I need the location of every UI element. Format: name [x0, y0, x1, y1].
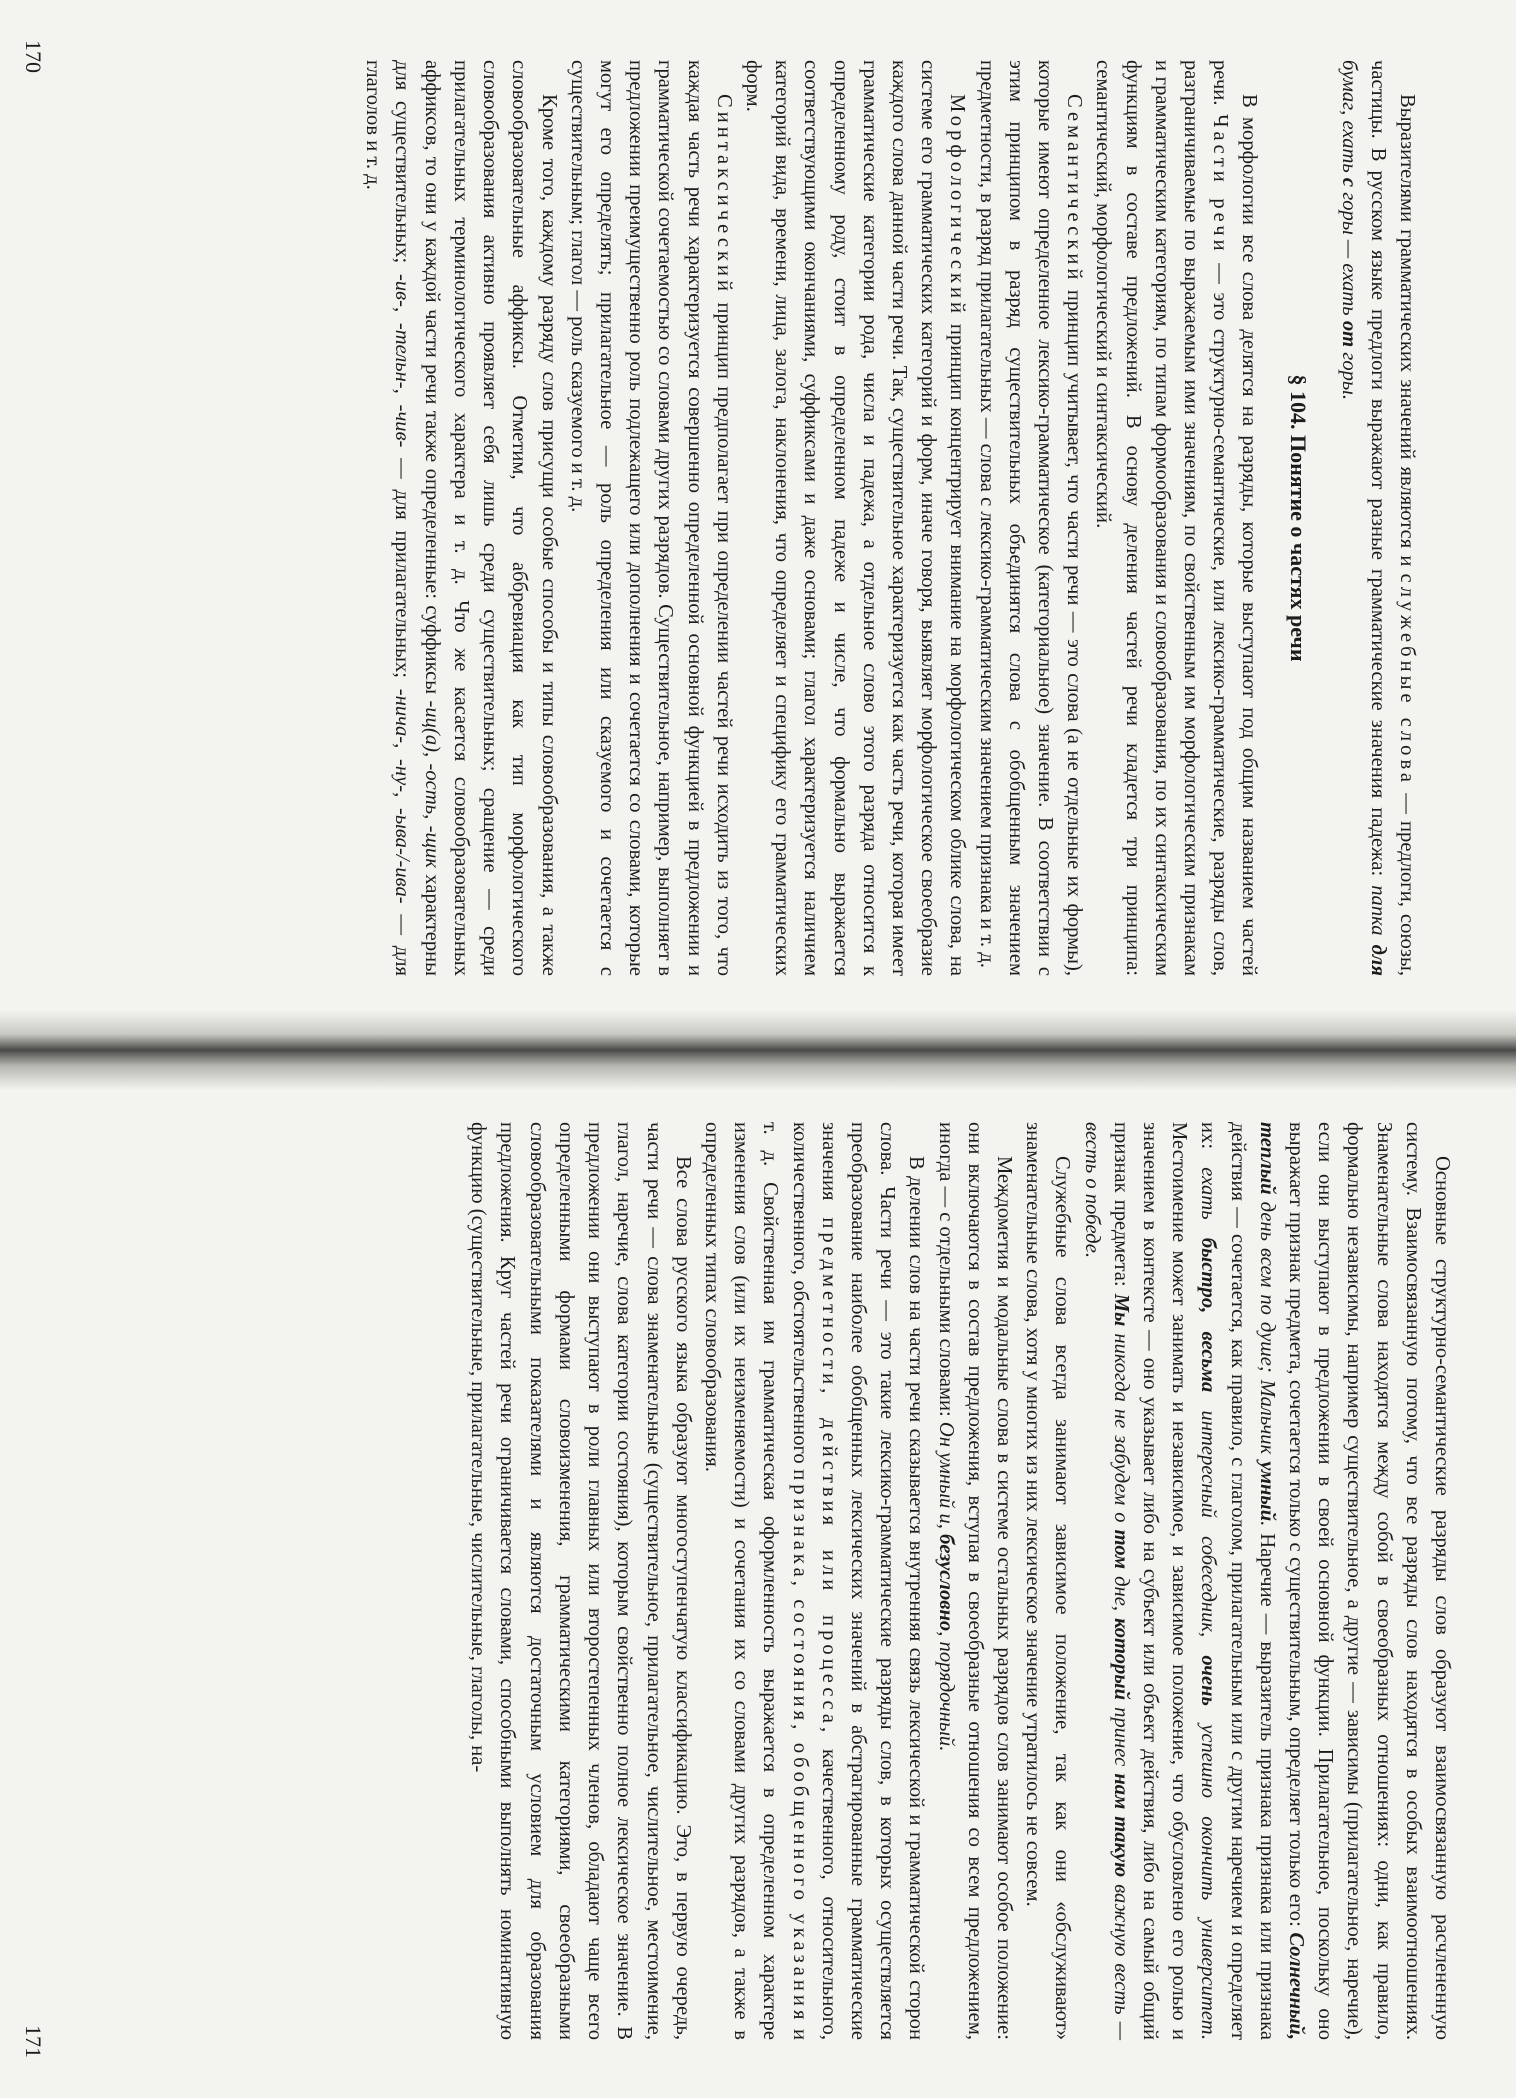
text-run: и т. д. Свойственная им грамматическая оформленность выражается в определенном характере изменения слов (или их неизменяемости) и сочетания их со словами других разрядов, а также в определенных типах словообразования. [700, 1122, 811, 2040]
spaced-term: Семантический [1063, 94, 1086, 284]
bold-italic-example: Солнечный, теплый [1255, 1122, 1307, 2040]
italic-example: -иц(а), -ость, -щик [420, 700, 443, 868]
left-page [0, 0, 1516, 1028]
text-run: Местоимение может занимать и независимое, и зависимое положение, что обусловлено его ролью и значением в контексте — оно указывает либо на субъект или объект действия, либо на самый общий признак предмета: [1109, 1122, 1191, 2040]
text-run: Междометия и модальные слова в системе остальных разрядов слов занимают особое положение: они включаются в состав предложения, вступая в своеобразные отношения со всем предложением, иногда — с отдельными словами: [934, 1122, 1015, 2040]
paragraph [697, 1122, 931, 2040]
bold-italic-example: который [1109, 1618, 1132, 1701]
italic-example: дне, [1109, 1569, 1132, 1619]
bold-italic-example: с [1337, 177, 1360, 188]
italic-example: горы. [1337, 347, 1360, 401]
text-run: Все слова русского языка образуют многоступенчатую классификацию. Это, в первую очередь, части речи — слова знаменательные (существительное, прилагательное, числительное, местоимение, глагол, наречие, слова категории состояния), которым свойственно полное лексическое значение. В предложении они выступают в роли главных или второстепенных членов, обладают чаще всего определенными формами словоизменения, грамматическими категориями, своеобразными словообразовательными показателями и являются достаточным условием для образования предложения. Круг частей речи ограничивается словами, способными выполнять номинативную функцию (существительные, прилагательные, числительные, глаголы, на- [467, 1122, 694, 2040]
italic-example: интересный собеседник, [1197, 1392, 1220, 1656]
italic-example: важную весть — весть о победе. [1080, 1122, 1132, 2040]
text-run: Кроме того, каждому разряду слов присущи особые способы и типы словообразования, а также словообразовательные аффиксы. Отметим, что аббревиация как тип морфологического словообразования активно проявляет себя лишь среди существительных; сращение — среди прилагательных терминологического характера и т. д. Что же касается словообразовательных аффиксов, то они у каждой части речи также определенные: суффиксы [420, 60, 560, 976]
bold-italic-example: умный [1255, 1461, 1278, 1522]
spaced-term: предметности, действия или процесса [817, 1217, 840, 1728]
left-page-text [358, 60, 1421, 976]
bold-italic-example: Мы [1109, 1293, 1132, 1327]
spaced-term: признака, состояния, обобщенного указания [788, 1469, 811, 2024]
paragraph [738, 60, 972, 976]
bold-italic-example: очень [1197, 1655, 1220, 1706]
bold-italic-example: безусловно [934, 1534, 957, 1632]
paragraph [358, 60, 562, 976]
text-run: Служебные слова всегда занимают зависимое положение, так как они «обслуживают» знаменательные слова, хотя у многих из них лексическое значение утратилось не совсем. [1022, 1122, 1074, 2040]
italic-example: день всем по душе; Мальчик [1255, 1194, 1278, 1462]
text-run: принцип концентрирует внимание на морфологическом облике слова, на системе его грамматических категорий и форм, иначе говоря, выявляет морфологическое своеобразие каждого слова данной части речи. Так, существительное характеризуется как часть речи, которая имеет грамматические категории рода, числа и падежа, а отдельное слово этого разряда относится к определенному роду, стоит в определенном падеже и числе, что формально выражается соответствующими окончаниями, суффиксами и даже основами; глагол характеризуется наличием категорий вида, времени, лица, залога, наклонения, что определяет и специфику его грамматических форм. [741, 60, 969, 976]
paragraph [563, 60, 738, 976]
spaced-term: служебные слова [1396, 573, 1418, 787]
text-run: характерны для существительных; [391, 60, 443, 977]
italic-example: папка [1366, 885, 1389, 945]
paragraph [930, 1122, 1018, 2040]
paragraph [1333, 60, 1421, 976]
text-run: — предлоги, союзы, частицы. В русском языке предлоги выражают разные грамматические значения падежа: [1366, 60, 1418, 976]
text-run: — для глаголов и т. д. [362, 60, 414, 977]
italic-example: успешно окончить университет. [1197, 1705, 1220, 2040]
paragraph [1088, 60, 1263, 976]
bold-italic-example: нам такую [1109, 1773, 1132, 1878]
italic-example: Он умный и, [934, 1421, 957, 1535]
text-run: — это структурно-семантические, или лексико-грамматические, разряды слов, разграничиваемые по выражаемым ими значениям, по свойственным им морфологическим признакам и грамматическим категориям, по типам формообразования и словообразования, по их синтаксическим функциям в составе предложений. В основу деления частей речи кладется три принципа: семантический, морфологический и синтаксический. [1092, 60, 1232, 976]
text-run: В делении слов на части речи сказывается внутренняя связь лексической и грамматической сторон слова. Части речи — это такие лексико-грамматические разряды слов, в которых осуществляется преобразование наиболее обобщенных лексических значений в абстрагированные грамматические значения [817, 1122, 928, 2040]
page-number-left: 170 [21, 40, 46, 73]
italic-example: бумаг, ехать [1337, 60, 1360, 178]
paragraph [1076, 1122, 1456, 2040]
italic-example: -ив-, -тельн-, -чив- [391, 274, 414, 448]
italic-example: принес [1109, 1700, 1132, 1774]
spaced-term: Синтаксический [712, 94, 735, 296]
bold-italic-example: том [1109, 1529, 1132, 1570]
text-run: — для прилагательных; [391, 447, 414, 689]
text-run: Наречие — выразитель признака признака или признака действия — сочетается, как правило, с глаголом, прилагательным или с другим наречием и определяет их: [1197, 1122, 1278, 2040]
text-run: Выразителями грамматических значений являются и [1396, 94, 1418, 574]
text-run: В морфологии все слова делятся на разряды, которые выступают под общим названием частей речи. [1209, 60, 1261, 976]
text-run: принцип учитывает, что части речи — это слова (а не отдельные их формы), которые имеют определенное лексико-грамматическое (категориальное) значение. В соответствии с этим принципом в разряд существительных объединятся слова с обобщенным значением предметности, в разряд прилагательных — слова с лексико-грамматическим значением признака и т. д. [975, 60, 1086, 976]
text-run: , качественного, относительного, количественного, обстоятельственного [788, 1122, 840, 2040]
italic-example: горы — ехать [1337, 187, 1360, 321]
page-number-right: 171 [21, 2025, 46, 2058]
right-page-text [463, 1122, 1456, 2040]
italic-example: никогда не забудем о [1109, 1326, 1132, 1530]
text-run: принцип предполагает при определении частей речи исходить из того, что каждая часть речи характеризуется совершенно определенной основной функцией в предложении и грамматической сочетаемостью со словами других разрядов. Существительное, например, выполняет в предложении преимущественно роль подлежащего или дополнения и сочетается со словами, которые могут его определять; прилагательное — роль определения или сказуемого и сочетается с существительным; глагол — роль сказуемого и т. д. [566, 60, 735, 976]
paragraph [463, 1122, 697, 2040]
text-run: Основные структурно-семантические разряды слов образуют взаимосвязанную расчлененную систему. Взаимосвязанную потому, что все разряды слов находятся в особых взаимоотношениях. Знаменательные слова находятся между собой в своеобразных отношениях: одни, как правило, формально независимы, например существительное, а другие — зависимы (прилагательное, наречие), если они выступают в предложении в своей основной функции. Прилагательное, поскольку оно выражает признак предмета, сочетается только с существительным, определяет только его: [1284, 1122, 1453, 2040]
italic-example: . [1255, 1521, 1278, 1527]
paragraph [971, 60, 1088, 976]
italic-example: ехать [1197, 1167, 1220, 1238]
bold-italic-example: быстро, весьма [1197, 1237, 1220, 1393]
paragraph [1018, 1122, 1076, 2040]
right-page [0, 1070, 1516, 2098]
italic-example: , порядочный. [934, 1631, 957, 1752]
bold-italic-example: для [1366, 944, 1389, 976]
spaced-term: Части речи [1209, 114, 1232, 255]
italic-example: -ничa-, -ну-, -ыва-/-ива- [391, 688, 414, 904]
bold-italic-example: от [1337, 320, 1360, 348]
section-heading: § 104. Понятие о частях речи [1286, 374, 1312, 662]
spaced-term: Морфологический [946, 94, 969, 318]
